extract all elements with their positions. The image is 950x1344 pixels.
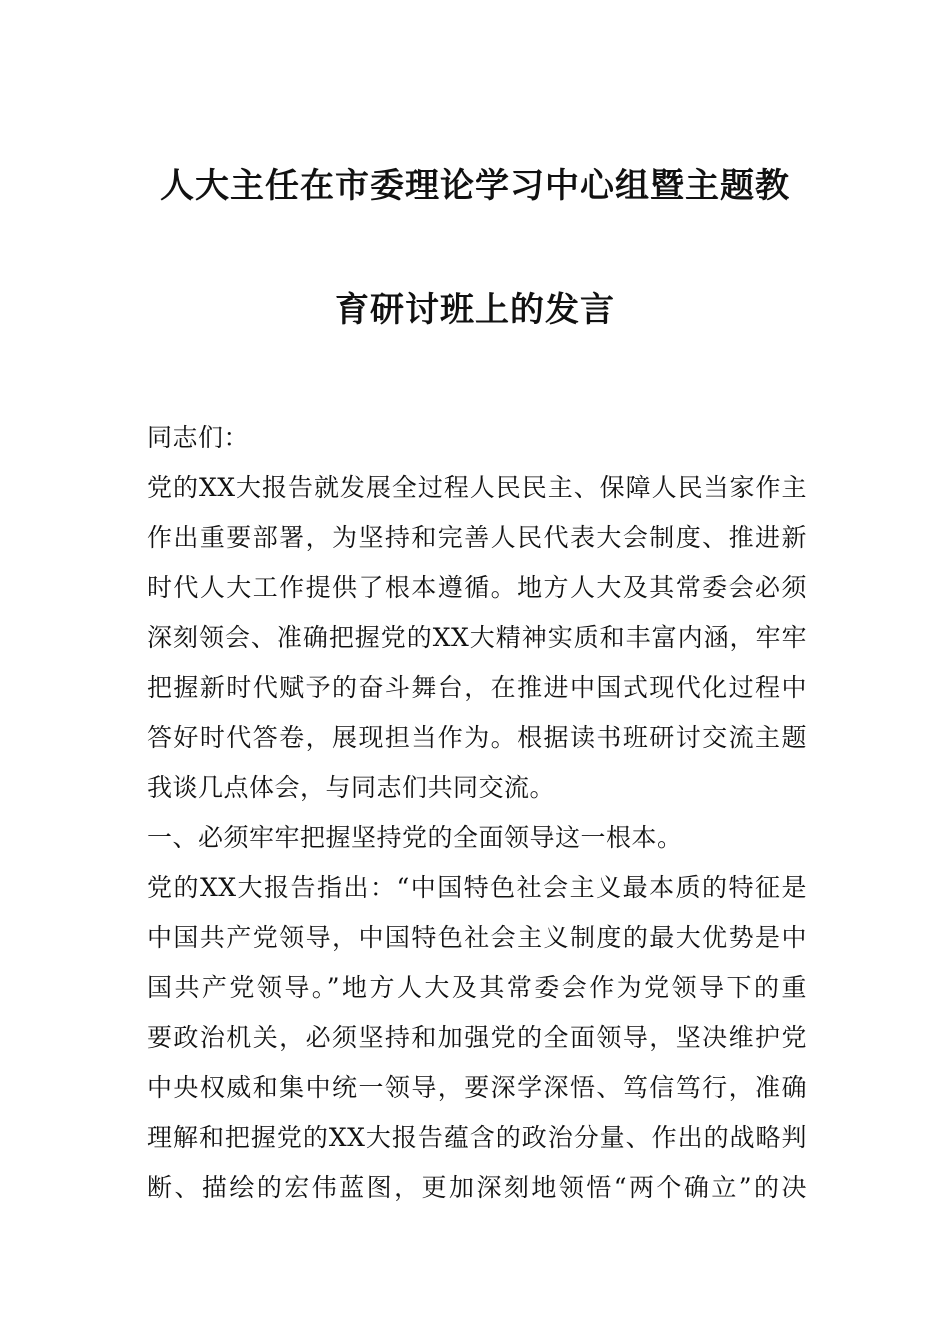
paragraph-line: 党的XX大报告指出：“中国特色社会主义最本质的特征是 [147, 873, 807, 902]
paragraph-line: 理解和把握党的XX大报告蕴含的政治分量、作出的战略判 [147, 1123, 807, 1152]
paragraph-line: 要政治机关，必须坚持和加强党的全面领导，坚决维护党 [147, 1023, 807, 1052]
salutation [147, 413, 807, 463]
paragraph-line: 深刻领会、准确把握党的XX大精神实质和丰富内涵，牢牢 [147, 623, 807, 652]
paragraph-line: 国共产党领导。”地方人大及其常委会作为党领导下的重 [147, 973, 807, 1002]
paragraph-line: 把握新时代赋予的奋斗舞台，在推进中国式现代化过程中 [147, 673, 807, 702]
paragraph-line: 中央权威和集中统一领导，要深学深悟、笃信笃行，准确 [147, 1073, 807, 1102]
paragraph-line: 中国共产党领导，中国特色社会主义制度的最大优势是中 [147, 923, 807, 952]
paragraph-line: 断、描绘的宏伟蓝图，更加深刻地领悟“两个确立”的决 [147, 1173, 807, 1202]
salutation-text: 同志们： [147, 423, 250, 452]
title-line-2: 育研讨班上的发言 [335, 290, 615, 330]
paragraph-line: 答好时代答卷，展现担当作为。根据读书班研讨交流主题 [147, 723, 807, 752]
document-body [147, 413, 807, 1213]
section-heading-1 [147, 813, 807, 863]
paragraph-line: 我谈几点体会，与同志们共同交流。 [147, 773, 556, 802]
paragraph-line: 作出重要部署，为坚持和完善人民代表大会制度、推进新 [147, 523, 807, 552]
section-heading-text: 一、必须牢牢把握坚持党的全面领导这一根本。 [147, 823, 683, 852]
paragraph-section-1 [147, 863, 807, 1213]
paragraph-line: 时代人大工作提供了根本遵循。地方人大及其常委会必须 [147, 573, 807, 602]
paragraph-intro [147, 463, 807, 813]
paragraph-line: 党的XX大报告就发展全过程人民民主、保障人民当家作主 [147, 473, 807, 502]
title-line-1: 人大主任在市委理论学习中心组暨主题教 [160, 166, 790, 206]
